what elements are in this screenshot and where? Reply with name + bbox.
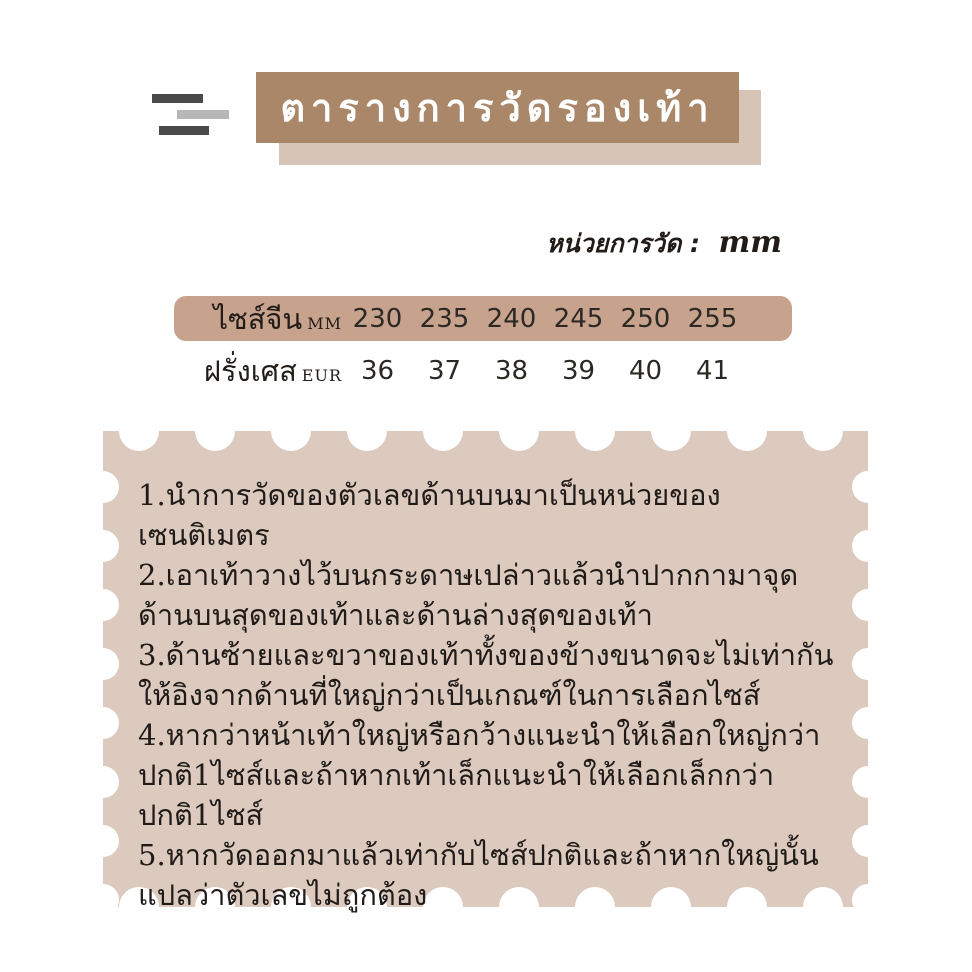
size-cell-mm: 255 (687, 304, 738, 334)
decor-bar-dark-top (152, 94, 203, 103)
instructions-list (138, 475, 844, 915)
instruction-step-5: 5.หากวัดออกมาแล้วเท่ากับไซส์ปกติและถ้าหากใหญ่นั้นแปลว่าตัวเลขไม่ถูกต้อง (138, 838, 819, 912)
size-table-header-row (174, 296, 792, 341)
instruction-step-4: 4.หากว่าหน้าเท้าใหญ่หรือกว้างแนะนำให้เลือกใหญ่กว่าปกติ1ไซส์และถ้าหากเท้าเล็กแนะนำให้เลือกเล็กกว่าปกติ1ไซส์ (138, 718, 821, 832)
measurement-unit-value: mm (718, 225, 782, 260)
measurement-unit-line (480, 224, 782, 264)
instruction-step-3: 3.ด้านซ้ายและขวาของเท้าทั้งของข้างขนาดจะไม่เท่ากันให้อิงจากด้านที่ใหญ่กว่าเป็นเกณฑ์ในการเลือกไซส์ (138, 638, 834, 712)
size-cell-mm: 240 (486, 304, 537, 334)
size-cell-eur: 36 (360, 356, 395, 386)
size-cell-mm: 235 (419, 304, 470, 334)
measurement-unit-label: หน่วยการวัด : (546, 229, 701, 258)
size-cell-mm: 245 (553, 304, 604, 334)
size-cell-eur: 38 (494, 356, 529, 386)
page-title: ตารางการวัดรองเท้า (280, 86, 715, 130)
size-cell-eur: 37 (427, 356, 462, 386)
decor-bar-light-middle (177, 110, 229, 119)
size-table-eur-row (174, 348, 792, 393)
size-cell-eur: 41 (695, 356, 730, 386)
title-banner (256, 72, 739, 143)
size-cell-mm: 230 (352, 304, 403, 334)
size-cell-mm: 250 (620, 304, 671, 334)
size-cell-eur: 40 (628, 356, 663, 386)
instruction-step-2: 2.เอาเท้าวางไว้บนกระดาษเปล่าวแล้วนำปากกามาจุดด้านบนสุดของเท้าและด้านล่างสุดของเท้า (138, 558, 799, 632)
instruction-step-1: 1.นำการวัดของตัวเลขด้านบนมาเป็นหน่วยของเซนติเมตร (138, 478, 721, 552)
instructions-stamp-panel (103, 431, 868, 912)
size-cell-eur: 39 (561, 356, 596, 386)
size-row-label-eur: ฝรั่งเศส EUR (204, 354, 342, 388)
size-row-label-cn: ไซส์จีน MM (213, 302, 342, 336)
decor-bar-dark-bottom (159, 126, 209, 135)
